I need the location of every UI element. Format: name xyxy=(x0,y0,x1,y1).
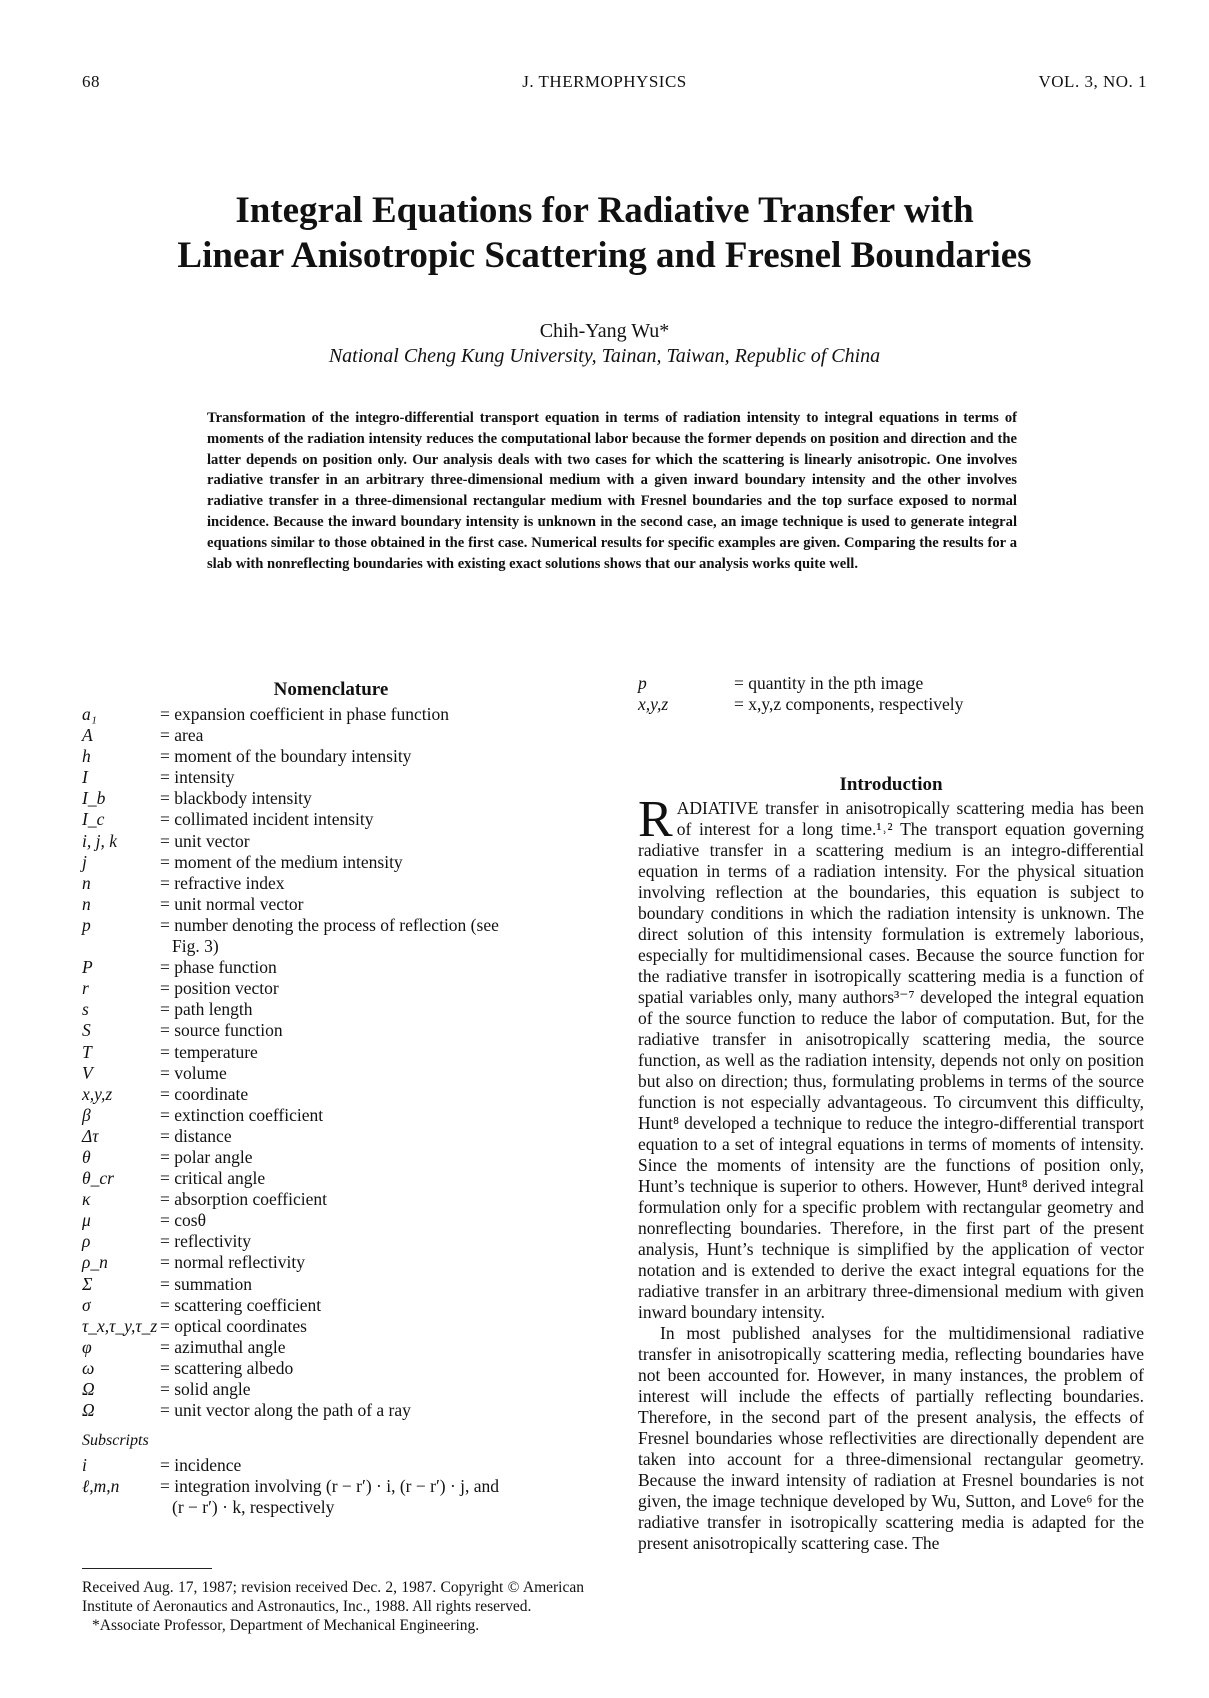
title-line-1: Integral Equations for Radiative Transfer with xyxy=(235,190,974,231)
nomenclature-entry xyxy=(638,694,1108,715)
abstract: Transformation of the integro-differential transport equation in terms of radiation intensity to integral equations in terms of moments of the radiation intensity reduces the computational labor because the former depends on position and direction and the latter depends on position only. Our analysis deals with two cases for which the scattering is linearly anisotropic. One involves radiative transfer in an arbitrary three-dimensional medium with a given inward boundary intensity and the other involves radiative transfer in a three-dimensional rectangular medium with Fresnel boundaries and the top surface exposed to normal incidence. Because the inward boundary intensity is unknown in the second case, an image technique is used to generate integral equations similar to those obtained in the first case. Numerical results for specific examples are given. Comparing the results for a slab with nonreflecting boundaries with existing exact solutions shows that our analysis works quite well. xyxy=(207,410,1017,572)
nomenclature-entry xyxy=(82,957,602,978)
symbol: p xyxy=(82,914,91,935)
nomenclature-entry xyxy=(82,936,602,957)
definition: = collimated incident intensity xyxy=(160,809,374,830)
symbol: r xyxy=(82,978,89,999)
symbol: μ xyxy=(82,1210,91,1231)
nomenclature-entry xyxy=(82,1379,602,1400)
symbol xyxy=(82,1497,160,1518)
definition: = moment of the boundary intensity xyxy=(160,746,412,767)
symbol: Ω xyxy=(82,1379,95,1399)
subscripts-list xyxy=(82,1455,602,1518)
nomenclature-entry xyxy=(82,704,602,725)
definition: (r − r′) · k, respectively xyxy=(172,1497,335,1518)
definition: = area xyxy=(160,725,204,746)
received-note: Received Aug. 17, 1987; revision received Dec. 2, 1987. Copyright © American Institute of Aeronautics and Astronautics, Inc., 1988. All rights reserved. xyxy=(82,1579,584,1615)
definition: = intensity xyxy=(160,767,235,788)
symbol: P xyxy=(82,957,93,978)
nomenclature-entry xyxy=(82,1020,602,1041)
author-footnote: *Associate Professor, Department of Mechanical Engineering. xyxy=(92,1617,480,1634)
definition: = x,y,z components, respectively xyxy=(734,694,964,715)
nomenclature-heading: Nomenclature xyxy=(273,679,389,700)
symbol: a₁ xyxy=(82,704,97,724)
symbol: Δτ xyxy=(82,1125,99,1146)
symbol: θ xyxy=(82,1146,91,1167)
nomenclature-entry xyxy=(638,673,1108,694)
definition: = scattering coefficient xyxy=(160,1294,322,1315)
paper-title xyxy=(0,188,1209,278)
definition: = coordinate xyxy=(160,1083,249,1104)
symbol: p xyxy=(638,673,647,693)
nomenclature-entry xyxy=(82,1316,602,1337)
nomenclature-entry xyxy=(82,1147,602,1168)
symbol: ρ_n xyxy=(82,1252,108,1273)
nomenclature-entry xyxy=(82,978,602,999)
definition: = optical coordinates xyxy=(160,1315,307,1336)
nomenclature-entry xyxy=(82,1274,602,1295)
symbol: I xyxy=(82,767,88,788)
definition: = source function xyxy=(160,1020,283,1041)
nomenclature-list xyxy=(82,704,602,1421)
symbol: κ xyxy=(82,1189,91,1210)
journal-name: J. THERMOPHYSICS xyxy=(522,72,687,91)
symbol: ρ xyxy=(82,1231,91,1252)
definition: = integration involving (r − r′) · i, (r − r′) · j, and xyxy=(160,1476,500,1497)
subscripts-heading: Subscripts xyxy=(82,1432,149,1449)
nomenclature-entry xyxy=(82,894,602,915)
symbol: θ_cr xyxy=(82,1168,114,1189)
definition: = phase function xyxy=(160,957,277,978)
symbol: ω xyxy=(82,1357,95,1378)
superscripts-list xyxy=(638,673,1108,715)
symbol: I_b xyxy=(82,788,106,809)
definition: = polar angle xyxy=(160,1146,253,1167)
definition: = quantity in the pth image xyxy=(734,673,924,693)
symbol: x,y,z xyxy=(82,1083,113,1104)
nomenclature-entry xyxy=(82,1455,602,1476)
introduction-body xyxy=(638,791,1144,1554)
symbol: ℓ,m,n xyxy=(82,1476,120,1497)
symbol: V xyxy=(82,1062,93,1083)
nomenclature-entry xyxy=(82,1042,602,1063)
nomenclature-entry xyxy=(82,1231,602,1252)
definition: = incidence xyxy=(160,1455,242,1475)
definition: = blackbody intensity xyxy=(160,788,312,809)
symbol: x,y,z xyxy=(638,694,669,715)
nomenclature-entry xyxy=(82,999,602,1020)
nomenclature-entry xyxy=(82,852,602,873)
definition: = number denoting the process of reflection (see xyxy=(160,914,499,935)
nomenclature-entry xyxy=(82,746,602,767)
definition: = summation xyxy=(160,1273,253,1294)
symbol: n xyxy=(82,872,91,893)
definition: = distance xyxy=(160,1125,232,1146)
symbol: s xyxy=(82,999,89,1020)
author-name: Chih-Yang Wu* xyxy=(539,320,670,342)
nomenclature-entry xyxy=(82,831,602,852)
symbol: i, j, k xyxy=(82,830,117,851)
footnote-rule xyxy=(82,1568,212,1569)
definition: = temperature xyxy=(160,1041,258,1062)
nomenclature-entry xyxy=(82,1358,602,1379)
nomenclature-entry xyxy=(82,1476,602,1497)
nomenclature-entry xyxy=(82,1210,602,1231)
definition: = solid angle xyxy=(160,1379,251,1399)
introduction-heading: Introduction xyxy=(839,774,943,795)
nomenclature-entry xyxy=(82,788,602,809)
author-affiliation: National Cheng Kung University, Tainan, Taiwan, Republic of China xyxy=(328,345,881,367)
nomenclature-entry xyxy=(82,809,602,830)
definition: = path length xyxy=(160,999,253,1020)
definition: = moment of the medium intensity xyxy=(160,851,403,872)
definition: = unit vector xyxy=(160,830,250,851)
symbol: n xyxy=(82,893,91,914)
definition: = cosθ xyxy=(160,1210,206,1231)
nomenclature-entry xyxy=(82,1105,602,1126)
definition: = extinction coefficient xyxy=(160,1104,324,1125)
symbol: h xyxy=(82,746,91,767)
page-number: 68 xyxy=(82,72,100,91)
symbol: S xyxy=(82,1020,91,1041)
nomenclature-entry xyxy=(82,1295,602,1316)
definition: = unit normal vector xyxy=(160,893,304,914)
nomenclature-entry xyxy=(82,1063,602,1084)
nomenclature-entry xyxy=(82,1084,602,1105)
definition: = absorption coefficient xyxy=(160,1189,327,1210)
title-line-2: Linear Anisotropic Scattering and Fresnel Boundaries xyxy=(177,235,1032,276)
nomenclature-entry xyxy=(82,873,602,894)
intro-paragraph-1 xyxy=(638,791,1144,1323)
symbol: I_c xyxy=(82,809,105,830)
symbol: φ xyxy=(82,1336,92,1357)
intro-paragraph-1-text: ADIATIVE transfer in anisotropically scattering media has been of interest for a long time.¹˒² The transport equation governing radiative transfer in a scattering medium is an integro-differential equation in terms of a radiation intensity. For the physical situation involving reflection at the boundaries, this equation is subject to boundary conditions in which the radiation intensity is unknown. The direct solution of this intensity formulation is extremely laborious, especially for multidimensional cases. Because the source function for the radiative transfer in isotropically scattering media is a function of spatial variables only, many authors³⁻⁷ developed the integral equation of the source function to reduce the labor of computation. But, for the radiative transfer in anisotropically scattering media, the source function, as well as the radiation intensity, depends not only on position but also on direction; thus, formulating problems in terms of the source function is not especially advantageous. To circumvent this difficulty, Hunt⁸ developed a technique to reduce the integro-differential transport equation to a set of integral equations in terms of moments of intensity. Since the moments of intensity are the functions of position only, Hunt’s technique is superior to others. However, Hunt⁸ derived integral formulation only for a specific problem with rectangular geometry and nonreflecting boundaries. Therefore, in the first part of the present analysis, Hunt’s technique is simplified by the application of vector notation and is extended to derive the exact integral equations for the radiative transfer in an arbitrary three-dimensional medium with given inward boundary intensity. xyxy=(638,798,1144,1322)
definition: = expansion coefficient in phase function xyxy=(160,704,449,724)
nomenclature-entry xyxy=(82,915,602,936)
nomenclature-entry xyxy=(82,1252,602,1273)
drop-cap: R xyxy=(638,791,673,848)
symbol: Σ xyxy=(82,1273,93,1294)
symbol: i xyxy=(82,1455,87,1475)
nomenclature-entry xyxy=(82,1400,602,1421)
intro-paragraph-2: In most published analyses for the multidimensional radiative transfer in anisotropically scattering media, reflecting boundaries have not been accounted for. However, in many instances, the problem of interest will include the effects of partially reflecting boundaries. Therefore, in the second part of the present analysis, the effects of Fresnel boundaries whose reflectivities are directionally dependent are taken into account for a three-dimensional rectangular geometry. Because the inward intensity of radiation at Fresnel boundaries is not given, the image technique developed by Wu, Sutton, and Love⁶ for the radiative transfer in isotropically scattering media is adapted for the present anisotropically scattering case. The xyxy=(638,1323,1144,1553)
nomenclature-entry xyxy=(82,1126,602,1147)
nomenclature-entry xyxy=(82,725,602,746)
footnotes xyxy=(82,1578,584,1635)
nomenclature-entry xyxy=(82,1497,602,1518)
definition: = reflectivity xyxy=(160,1231,252,1252)
definition: = unit vector along the path of a ray xyxy=(160,1400,411,1421)
symbol: T xyxy=(82,1041,92,1062)
definition: = scattering albedo xyxy=(160,1357,294,1378)
definition: = volume xyxy=(160,1062,227,1083)
definition: = position vector xyxy=(160,978,279,999)
definition: Fig. 3) xyxy=(172,936,219,957)
nomenclature-entry xyxy=(82,767,602,788)
symbol: j xyxy=(82,851,87,872)
symbol: σ xyxy=(82,1294,91,1315)
nomenclature-entry xyxy=(82,1337,602,1358)
symbol: Ω xyxy=(82,1400,95,1421)
definition: = azimuthal angle xyxy=(160,1336,286,1357)
nomenclature-entry xyxy=(82,1189,602,1210)
definition: = normal reflectivity xyxy=(160,1252,305,1273)
definition: = critical angle xyxy=(160,1168,266,1189)
volume-info: VOL. 3, NO. 1 xyxy=(1038,72,1147,91)
symbol: A xyxy=(82,725,93,746)
symbol: β xyxy=(82,1104,91,1125)
definition: = refractive index xyxy=(160,872,285,893)
symbol xyxy=(82,936,160,957)
nomenclature-entry xyxy=(82,1168,602,1189)
symbol: τ_x,τ_y,τ_z xyxy=(82,1315,158,1336)
